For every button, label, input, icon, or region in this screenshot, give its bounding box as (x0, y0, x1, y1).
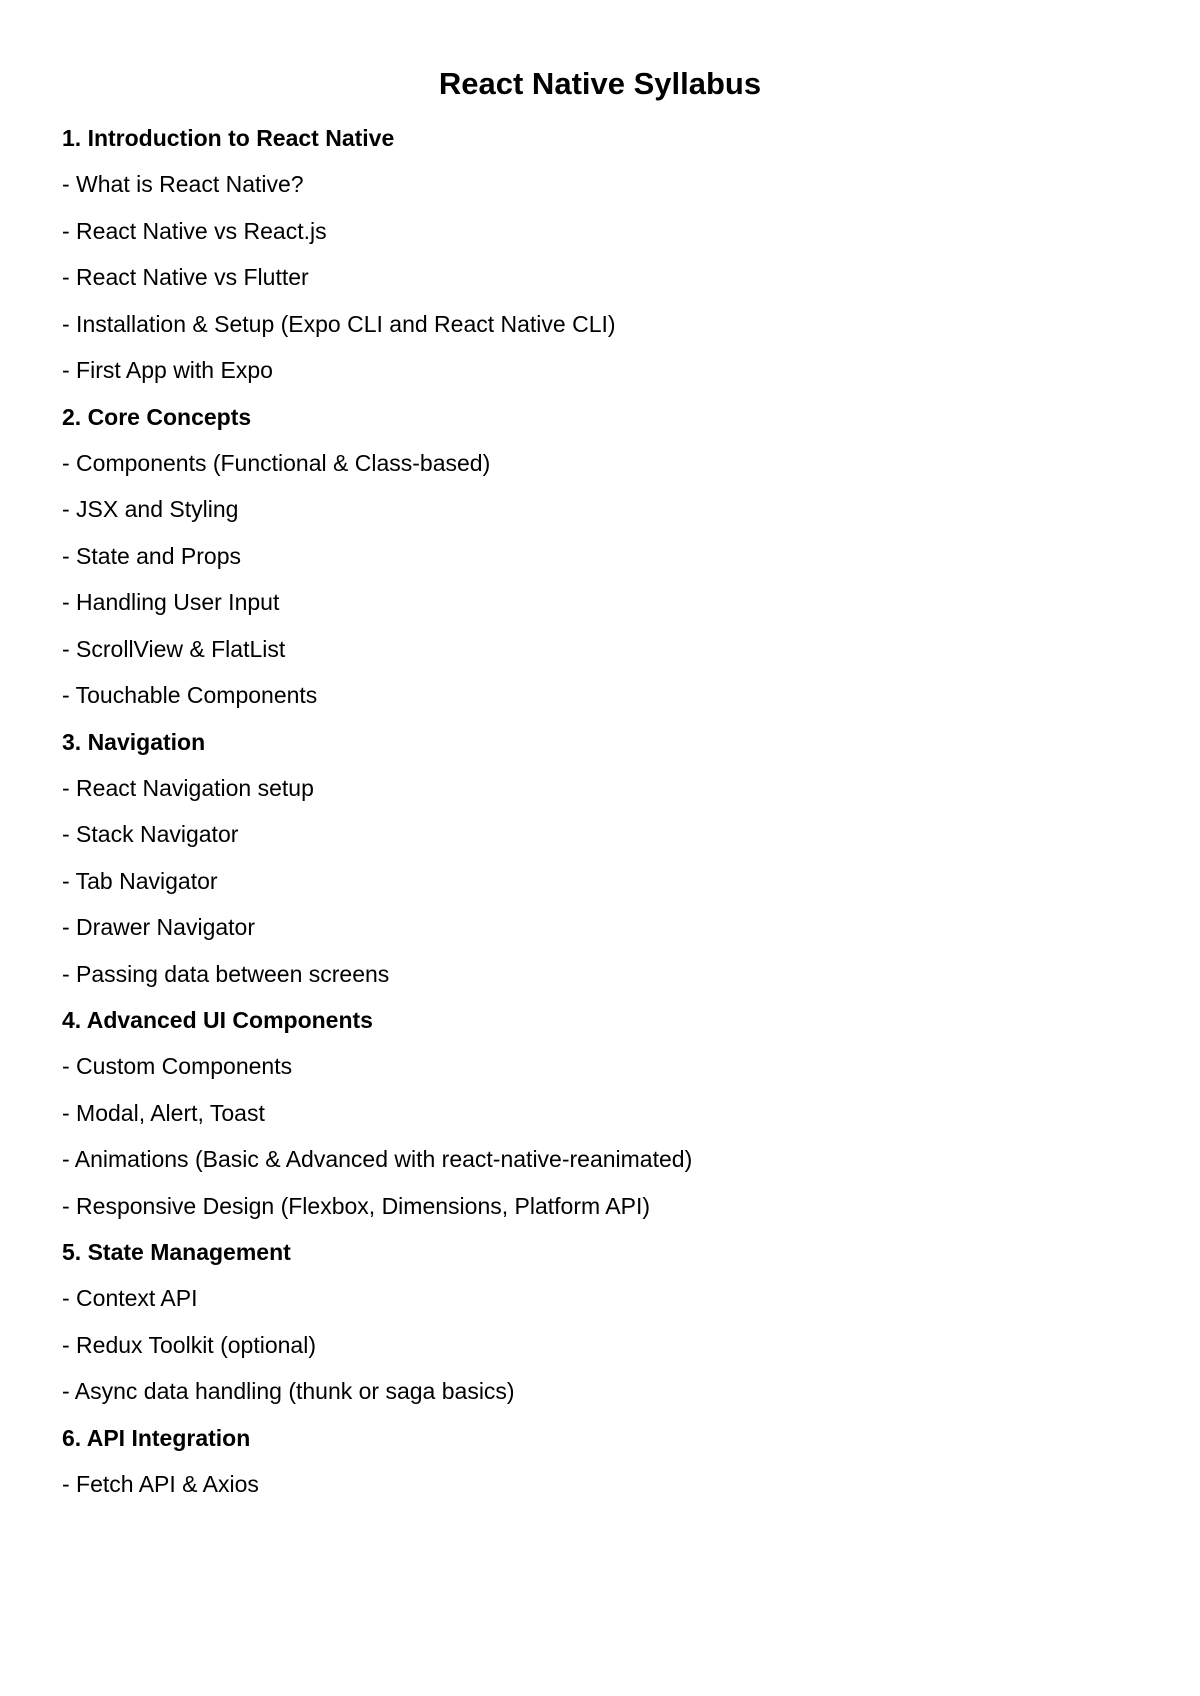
list-item: - React Native vs React.js (62, 217, 327, 244)
list-item: - State and Props (62, 542, 241, 569)
list-item: - Custom Components (62, 1053, 293, 1079)
section-state-management (62, 1238, 1142, 1405)
section-heading: 4. Advanced UI Components (62, 1007, 373, 1033)
page-title: React Native Syllabus (438, 66, 762, 101)
list-item: - Animations (Basic & Advanced with react-native-reanimated) (62, 1146, 693, 1172)
list-item: - Tab Navigator (62, 867, 218, 894)
list-item: - JSX and Styling (62, 496, 239, 522)
list-item: - Stack Navigator (62, 821, 239, 847)
syllabus-content (62, 124, 1142, 1516)
list-item: - Touchable Components (62, 682, 318, 708)
list-item: - Context API (62, 1285, 198, 1311)
list-item: - What is React Native? (62, 171, 304, 197)
section-heading: 1. Introduction to React Native (62, 125, 395, 151)
list-item: - Fetch API & Axios (62, 1470, 259, 1497)
list-item: - Passing data between screens (62, 960, 390, 987)
section-heading: 6. API Integration (62, 1424, 251, 1451)
section-navigation (62, 728, 1142, 988)
list-item: - Handling User Input (62, 589, 280, 615)
list-item: - Responsive Design (Flexbox, Dimensions, Platform API) (62, 1192, 650, 1219)
list-item: - React Navigation setup (62, 774, 314, 801)
list-item: - React Native vs Flutter (62, 264, 309, 290)
section-core-concepts (62, 403, 1142, 710)
list-item: - Async data handling (thunk or saga basics) (62, 1378, 515, 1404)
list-item: - Modal, Alert, Toast (62, 1099, 265, 1126)
section-heading: 2. Core Concepts (62, 403, 252, 430)
list-item: - Components (Functional & Class-based) (62, 449, 491, 476)
section-introduction (62, 124, 1142, 384)
list-item: - Drawer Navigator (62, 914, 255, 940)
section-heading: 3. Navigation (62, 728, 206, 755)
section-api-integration (62, 1424, 1142, 1498)
section-heading: 5. State Management (62, 1239, 291, 1265)
list-item: - First App with Expo (62, 357, 273, 383)
list-item: - ScrollView & FlatList (62, 635, 286, 662)
section-advanced-ui (62, 1006, 1142, 1220)
list-item: - Installation & Setup (Expo CLI and React Native CLI) (62, 310, 616, 337)
list-item: - Redux Toolkit (optional) (62, 1331, 316, 1358)
